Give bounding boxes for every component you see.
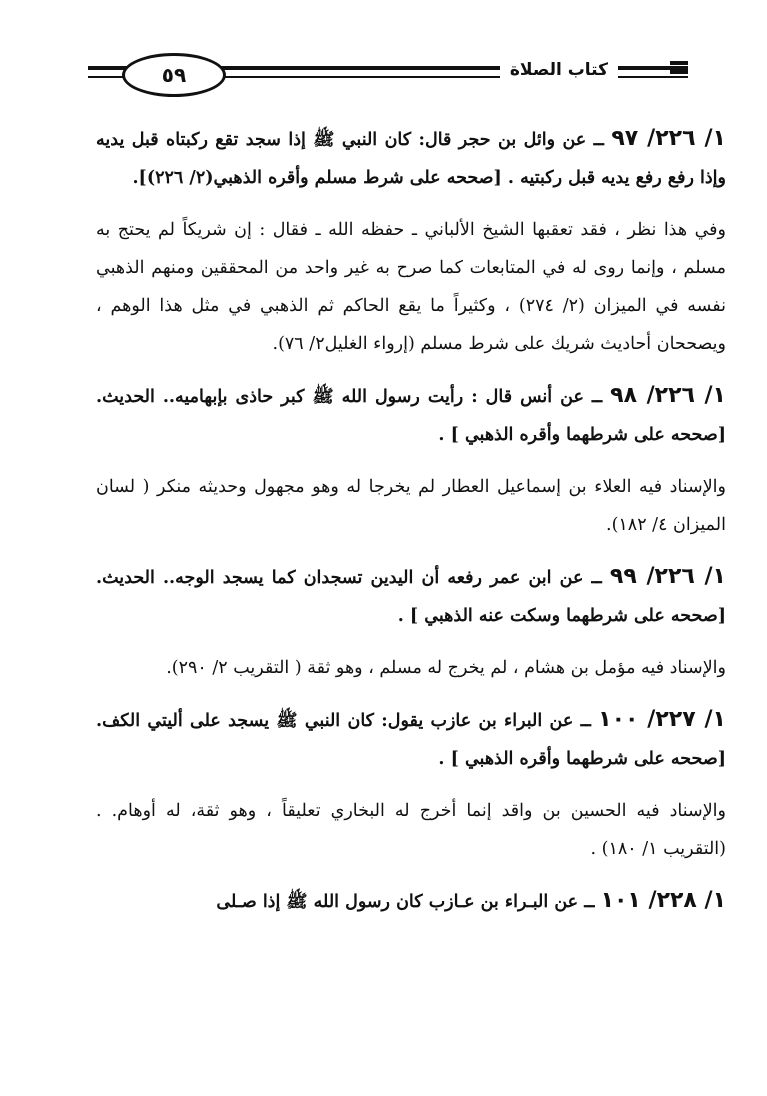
hadith-body: عن البراء بن عازب يقول: كان النبي ﷺ يسجد على أليتي الكف. [صححه على شرطهما وأقره الذهبي ] . <box>96 711 726 769</box>
hadith-text: ١/ ٢٢٧/ ١٠٠ ــ عن البراء بن عازب يقول: كان النبي ﷺ يسجد على أليتي الكف. [صححه على شرطهما وأقره الذهبي ] . <box>96 707 726 769</box>
hadith-entry <box>96 558 726 635</box>
hadith-body: عن وائل بن حجر قال: كان النبي ﷺ إذا سجد تقع ركبتاه قبل يديه وإذا رفع رفع يديه قبل ركبتيه . [صححه على شرط مسلم وأقره الذهبي(٢/ ٢٢٦)]. <box>96 130 726 188</box>
hadith-number: ١/ ٢٢٨/ ١٠١ <box>600 888 726 913</box>
hadith-entry <box>96 120 726 197</box>
hadith-body: عن أنس قال : رأيت رسول الله ﷺ كبر حاذى بإبهاميه.. الحديث. [صححه على شرطهما وأقره الذهبي ] . <box>96 387 726 445</box>
commentary-text: والإسناد فيه العلاء بن إسماعيل العطار لم يخرجا له وهو مجهول وحديثه منكر ( لسان الميزان ٤/ ١٨٢). <box>96 477 726 535</box>
hadith-text: ١/ ٢٢٦/ ٩٨ ــ عن أنس قال : رأيت رسول الله ﷺ كبر حاذى بإبهاميه.. الحديث. [صححه على شرطهما وأقره الذهبي ] . <box>96 383 726 445</box>
commentary-text: وفي هذا نظر ، فقد تعقبها الشيخ الألباني ـ حفظه الله ـ فقال : إن شريكاً لم يحتج به مسلم ، وإنما روى له في المتابعات كما صرح به غير واحد من المحققين ومنهم الذهبي نفسه في الميزان (٢/ ٢٧٤) ، وكثيراً ما يقع الحاكم ثم الذهبي في مثل هذا الوهم ، ويصححان أحاديث شريك على شرط مسلم (إرواء الغليل٢/ ٧٦). <box>96 220 726 354</box>
page-number-oval <box>122 53 226 97</box>
page-body <box>96 120 726 935</box>
header-ornament <box>670 61 688 79</box>
commentary-text: والإسناد فيه مؤمل بن هشام ، لم يخرج له مسلم ، وهو ثقة ( التقريب ٢/ ٢٩٠). <box>166 658 726 678</box>
hadith-text: ١/ ٢٢٨/ ١٠١ ــ عن البـراء بن عـازب كان رسول الله ﷺ إذا صـلى <box>216 888 726 913</box>
hadith-number: ١/ ٢٢٧/ ١٠٠ <box>598 707 726 732</box>
hadith-text: ١/ ٢٢٦/ ٩٧ ــ عن وائل بن حجر قال: كان النبي ﷺ إذا سجد تقع ركبتاه قبل يديه وإذا رفع رفع يديه قبل ركبتيه . [صححه على شرط مسلم وأقره الذهبي(٢/ ٢٢٦)]. <box>96 126 726 188</box>
hadith-entry <box>96 701 726 778</box>
hadith-entry <box>96 377 726 454</box>
commentary <box>96 468 726 544</box>
hadith-number: ١/ ٢٢٦/ ٩٩ <box>609 564 726 589</box>
commentary <box>96 792 726 868</box>
hadith-number: ١/ ٢٢٦/ ٩٨ <box>610 383 726 408</box>
page-number: ٥٩ <box>161 63 187 87</box>
hadith-text: ١/ ٢٢٦/ ٩٩ ــ عن ابن عمر رفعه أن اليدين تسجدان كما يسجد الوجه.. الحديث. [صححه على شرطهما وسكت عنه الذهبي ] . <box>96 564 726 626</box>
book-title: كتاب الصلاة <box>500 60 618 80</box>
hadith-body: عن ابن عمر رفعه أن اليدين تسجدان كما يسجد الوجه.. الحديث. [صححه على شرطهما وسكت عنه الذهبي ] . <box>96 568 726 626</box>
hadith-number: ١/ ٢٢٦/ ٩٧ <box>611 126 726 151</box>
commentary <box>96 211 726 363</box>
hadith-entry <box>96 882 726 921</box>
commentary-text: والإسناد فيه الحسين بن واقد إنما أخرج له البخاري تعليقاً ، وهو ثقة، له أوهام. . (التقريب ١/ ١٨٠) . <box>96 801 726 859</box>
hadith-body: عن البـراء بن عـازب كان رسول الله ﷺ إذا صـلى <box>216 892 579 912</box>
page-header <box>88 52 688 96</box>
commentary <box>96 649 726 687</box>
